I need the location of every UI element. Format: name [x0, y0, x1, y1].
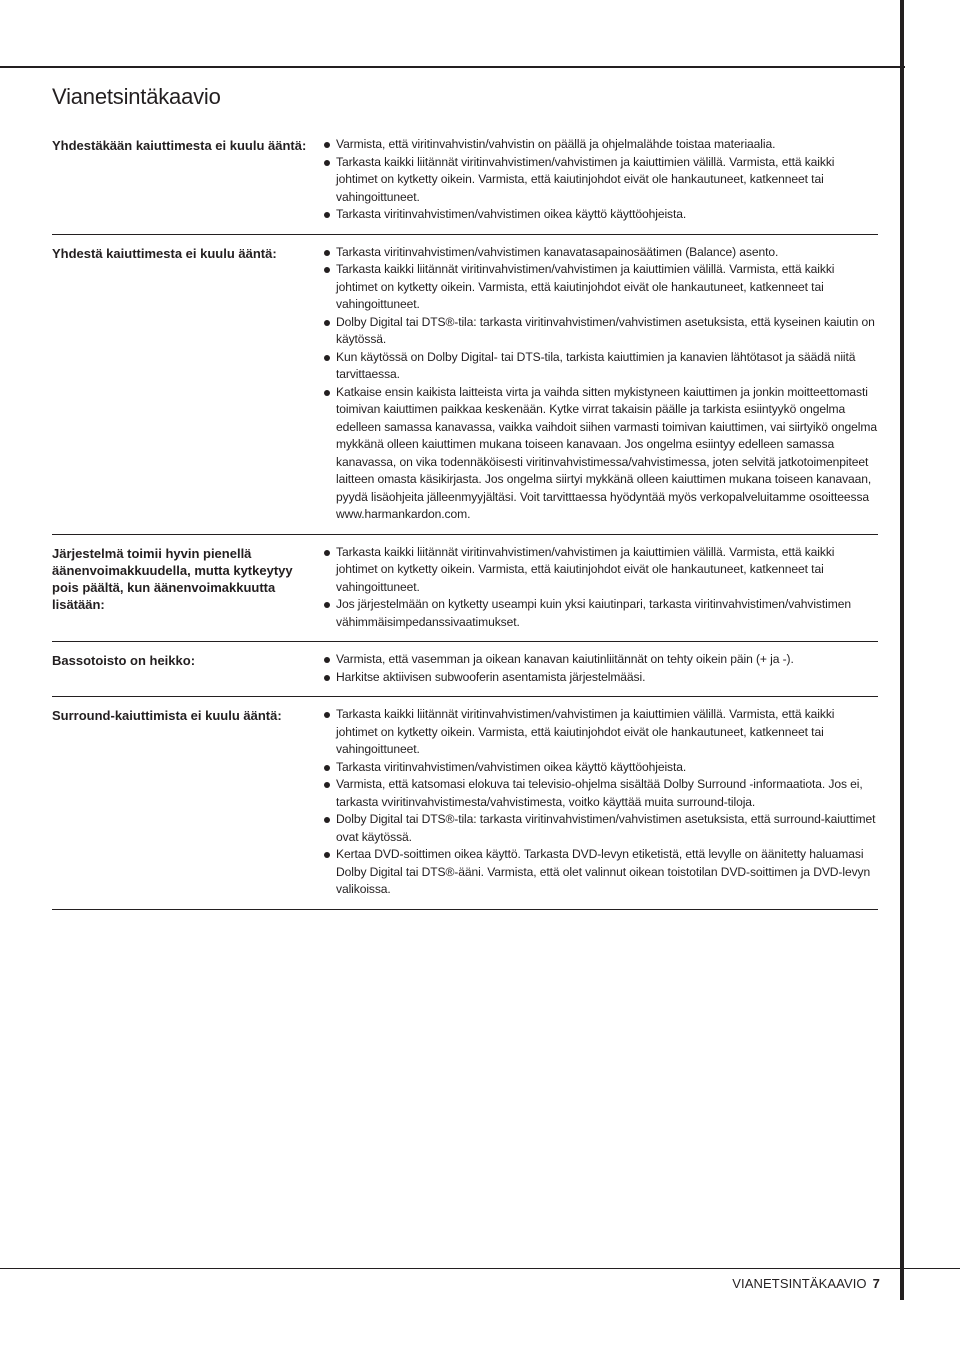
solution-item: Tarkasta viritinvahvistimen/vahvistimen oikea käyttö käyttöohjeista.	[322, 206, 878, 224]
solution-list	[322, 544, 878, 632]
header-rule	[0, 66, 905, 68]
problem-row	[52, 651, 878, 697]
problem-label: Järjestelmä toimii hyvin pienellä äänenvoimakkuudella, mutta kytkeytyy pois päältä, kun äänenvoimakkuutta lisätään:	[52, 545, 293, 612]
page-number: 7	[872, 1276, 880, 1291]
page-footer	[732, 1276, 880, 1291]
margin-rule	[900, 0, 904, 1300]
troubleshooting-table	[52, 136, 878, 919]
solution-item: Varmista, että viritinvahvistin/vahvistin on päällä ja ohjelmalähde toistaa materiaalia.	[322, 136, 878, 154]
solution-item: Varmista, että katsomasi elokuva tai televisio-ohjelma sisältää Dolby Surround -informaatiota. Jos ei, tarkasta vviritinvahvistimesta/vahvistimesta, voitko käyttää muita surround-tiloja.	[322, 776, 878, 811]
problem-label: Yhdestäkään kaiuttimesta ei kuulu ääntä:	[52, 138, 307, 153]
solution-item: Dolby Digital tai DTS®-tila: tarkasta viritinvahvistimen/vahvistimen asetuksista, että surround-kaiuttimet ovat käytössä.	[322, 811, 878, 846]
solution-item: Tarkasta kaikki liitännät viritinvahvistimen/vahvistimen ja kaiuttimien välillä. Varmista, että kaikki johtimet on kytketty oikein. Varmista, että kaiutinjohdot eivät ole hankautuneet, katkenneet tai vahingoittuneet.	[322, 544, 878, 597]
problem-label: Bassotoisto on heikko:	[52, 653, 196, 668]
problem-label: Surround-kaiuttimista ei kuulu ääntä:	[52, 708, 282, 723]
solution-item: Kun käytössä on Dolby Digital- tai DTS-tila, tarkista kaiuttimien ja kanavien lähtötasot ja säädä niitä tarvittaessa.	[322, 349, 878, 384]
problem-row	[52, 544, 878, 643]
solution-item: Tarkasta kaikki liitännät viritinvahvistimen/vahvistimen ja kaiuttimien välillä. Varmista, että kaikki johtimet on kytketty oikein. Varmista, että kaiutinjohdot eivät ole hankautuneet, katkenneet tai vahingoittuneet.	[322, 261, 878, 314]
solution-item: Varmista, että vasemman ja oikean kanavan kaiutinliitännät on tehty oikein päin (+ ja -).	[322, 651, 878, 669]
solution-list	[322, 136, 878, 224]
solution-item: Katkaise ensin kaikista laitteista virta ja vaihda sitten mykistyneen kaiuttimen ja jonkin moitteettomasti toimivan kaiuttimen paikkaa keskenään. Kytke virrat takaisin päälle ja tarkista esiintyykö ongelma edelleen samassa kanavassa, vaikka vaihdoit siihen varmasti toimivan kaiuttimen, vai siirtyikö ongelma mykkänä olleen kaiuttimen mukana toiseen kanavaan. Jos ongelma esiintyy edelleen samassa kanavassa, on vika todennäköisesti viritinvahvistimessa/vahvistimessa, joten selvitä jatkotoimenpiteet laitteen omasta käsikirjasta. Jos ongelma siirtyi mykkänä olleen kaiuttimen mukana toiseen kanavaan, pyydä lisäohjeita jälleenmyyjältäsi. Voit tarvitttaessa hyödyntää myös verkopalveluitamme osoitteessa www.harmankardon.com.	[322, 384, 878, 524]
problem-row	[52, 136, 878, 235]
solution-item: Tarkasta viritinvahvistimen/vahvistimen oikea käyttö käyttöohjeista.	[322, 759, 878, 777]
problem-label: Yhdestä kaiuttimesta ei kuulu ääntä:	[52, 245, 277, 261]
page-title: Vianetsintäkaavio	[52, 84, 221, 109]
footer-rule	[0, 1268, 960, 1269]
solution-item: Tarkasta kaikki liitännät viritinvahvistimen/vahvistimen ja kaiuttimien välillä. Varmista, että kaikki johtimet on kytketty oikein. Varmista, että kaiutinjohdot eivät ole hankautuneet, katkenneet tai vahingoittuneet.	[322, 154, 878, 207]
solution-item: Jos järjestelmään on kytketty useampi kuin yksi kaiutinpari, tarkasta viritinvahvistimen/vahvistimen vähimmäisimpedanssivaatimukset.	[322, 596, 878, 631]
solution-list	[322, 244, 878, 524]
solution-item: Tarkasta viritinvahvistimen/vahvistimen kanavatasapainosäätimen (Balance) asento.	[322, 244, 878, 262]
solution-list	[322, 706, 878, 899]
solution-item: Harkitse aktiivisen subwooferin asentamista järjestelmääsi.	[322, 669, 878, 687]
solution-item: Dolby Digital tai DTS®-tila: tarkasta viritinvahvistimen/vahvistimen asetuksista, että kyseinen kaiutin on käytössä.	[322, 314, 878, 349]
solution-item: Kertaa DVD-soittimen oikea käyttö. Tarkasta DVD-levyn etiketistä, että levylle on äänitetty haluamasi Dolby Digital tai DTS®-ääni. Varmista, että olet valinnut oikean toistotilan DVD-soittimen ja DVD-levyn valikoissa.	[322, 846, 878, 899]
solution-list	[322, 651, 878, 686]
problem-row	[52, 706, 878, 910]
solution-item: Tarkasta kaikki liitännät viritinvahvistimen/vahvistimen ja kaiuttimien välillä. Varmista, että kaikki johtimet on kytketty oikein. Varmista, että kaiutinjohdot eivät ole hankautuneet, katkenneet tai vahingoittuneet.	[322, 706, 878, 759]
problem-row	[52, 244, 878, 535]
footer-section-label: VIANETSINTÄKAAVIO	[732, 1276, 867, 1291]
